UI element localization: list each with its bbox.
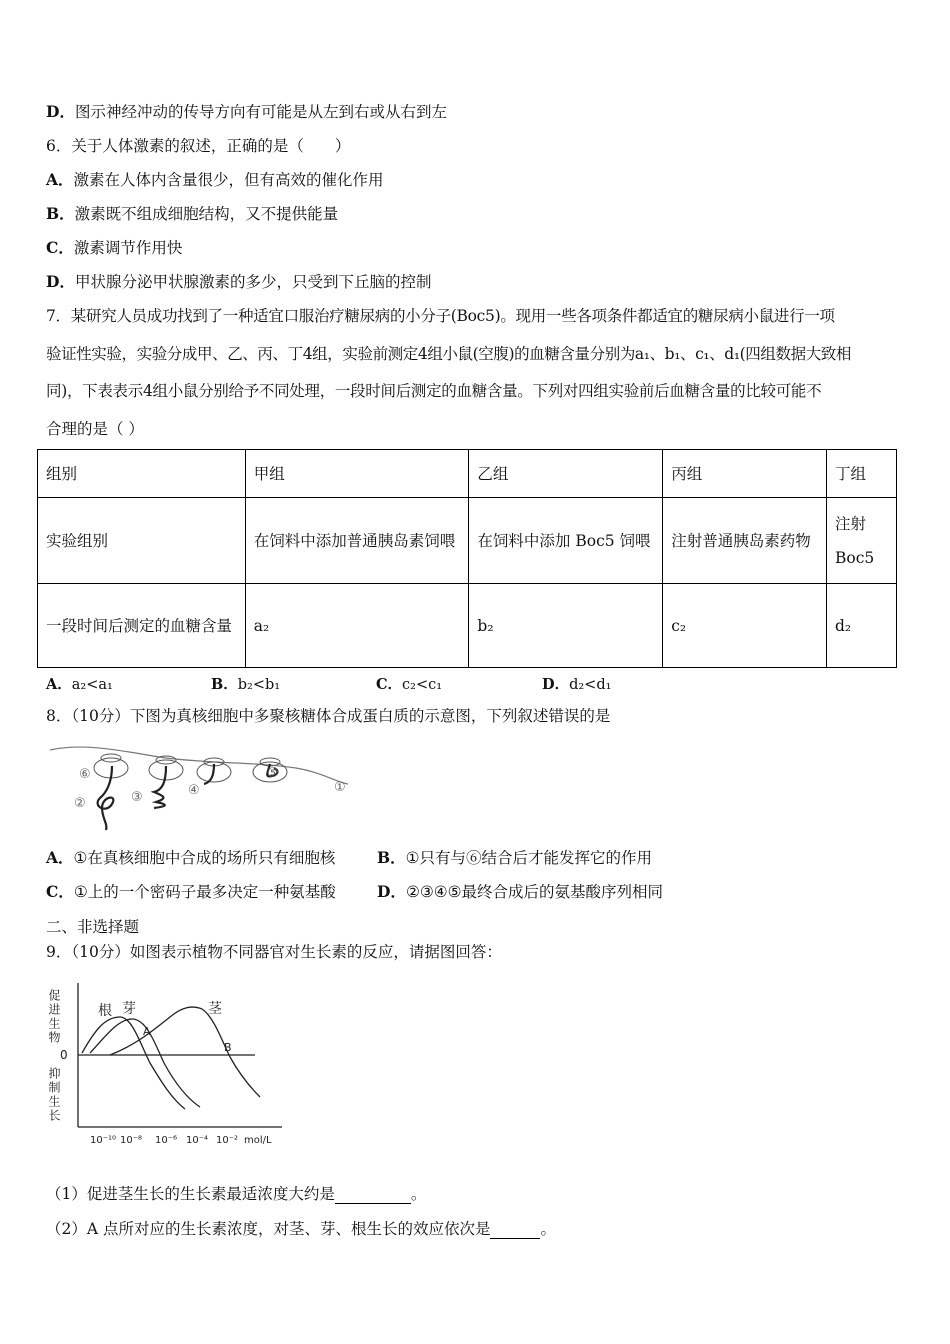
polysome-figure: [46, 738, 366, 830]
bud-label: 芽: [122, 1001, 136, 1017]
table-cell: 丁组: [827, 450, 897, 498]
y-axis-inhibit-label: 抑制生长: [47, 1067, 61, 1123]
table-cell: 在饲料中添加 Boc5 饲喂: [469, 498, 663, 584]
table-cell: a₂: [245, 584, 469, 668]
figure-label: ④: [188, 783, 200, 798]
table-cell: 乙组: [469, 450, 663, 498]
q6-option-d: D．甲状腺分泌甲状腺激素的多少，只受到下丘脑的控制: [46, 272, 432, 291]
q7-option-a: A．a₂<a₁: [46, 676, 113, 693]
table-cell: 丙组: [663, 450, 827, 498]
x-tick-label: 10⁻²: [216, 1135, 239, 1146]
q7-option-d: D．d₂<d₁: [542, 676, 612, 693]
q7-stem-line-3: 同)，下表表示4组小鼠分别给予不同处理，一段时间后测定的血糖含量。下列对四组实验前后血糖含量的比较可能不: [46, 382, 822, 400]
q7-option-b: B．b₂<b₁: [211, 676, 281, 693]
q5-option-d: D．图示神经冲动的传导方向有可能是从左到右或从右到左: [46, 102, 447, 121]
polypeptide-3: [154, 766, 166, 808]
q8-option-a: A．①在真核细胞中合成的场所只有细胞核: [46, 848, 336, 867]
q7-stem-line-2: 验证性实验，实验分成甲、乙、丙、丁4组，实验前测定4组小鼠(空腹)的血糖含量分别为a₁、b₁、c₁、d₁(四组数据大致相: [46, 345, 851, 363]
q8-option-c: C．①上的一个密码子最多决定一种氨基酸: [46, 882, 336, 901]
q9-sub-1: [46, 1184, 426, 1204]
point-b-label: B: [224, 1041, 232, 1054]
table-row: [38, 450, 897, 498]
x-tick-label: 10⁻⁴: [186, 1135, 209, 1146]
stem-label: 茎: [208, 1001, 222, 1017]
x-tick-label: 10⁻¹⁰: [90, 1135, 117, 1146]
figure-label: ③: [131, 790, 143, 805]
section-heading: 二、非选择题: [46, 918, 140, 936]
table-cell: 甲组: [245, 450, 469, 498]
q9-sub-1-text: （1）促进茎生长的生长素最适浓度大约是: [46, 1185, 335, 1203]
q8-option-b: B．①只有与⑥结合后才能发挥它的作用: [377, 848, 653, 867]
q7-stem-line-1: 7．某研究人员成功找到了一种适宜口服治疗糖尿病的小分子(Boc5)。现用一些各项条件都适宜的糖尿病小鼠进行一项: [46, 307, 835, 325]
q6-option-a: A．激素在人体内含量很少，但有高效的催化作用: [46, 170, 384, 189]
table-cell: 注射 Boc5: [827, 498, 897, 584]
answer-blank-1[interactable]: [335, 1203, 411, 1204]
auxin-response-figure: [47, 975, 290, 1150]
y-axis-promote-label: 促进生物: [47, 989, 61, 1045]
x-unit-label: mol/L: [244, 1135, 272, 1146]
table-cell: b₂: [469, 584, 663, 668]
q6-option-c: C．激素调节作用快: [46, 238, 183, 257]
table-cell: 在饲料中添加普通胰岛素饲喂: [245, 498, 469, 584]
table-cell: d₂: [827, 584, 897, 668]
root-label: 根: [98, 1003, 112, 1019]
q9-sub-2-end: 。: [540, 1220, 556, 1238]
q9-sub-2-text: （2）A 点所对应的生长素浓度，对茎、芽、根生长的效应依次是: [46, 1220, 491, 1238]
x-tick-label: 10⁻⁸: [120, 1135, 143, 1146]
figure-label: ①: [334, 780, 346, 795]
q9-stem: 9．（10分）如图表示植物不同器官对生长素的反应，请据图回答：: [46, 943, 502, 961]
stem-curve: [110, 1007, 260, 1097]
root-curve: [82, 1017, 185, 1109]
point-a-label: A: [143, 1025, 151, 1038]
q7-table: [37, 449, 897, 668]
table-row: [38, 584, 897, 668]
table-cell: 一段时间后测定的血糖含量: [38, 584, 246, 668]
figure-label: ⑤: [267, 766, 279, 781]
table-cell: c₂: [663, 584, 827, 668]
table-cell: 组别: [38, 450, 246, 498]
q8-option-d: D．②③④⑤最终合成后的氨基酸序列相同: [377, 882, 664, 901]
figure-label: ②: [74, 796, 86, 811]
q8-stem: 8．（10分）下图为真核细胞中多聚核糖体合成蛋白质的示意图，下列叙述错误的是: [46, 707, 611, 725]
table-row: [38, 498, 897, 584]
x-tick-label: 10⁻⁶: [155, 1135, 178, 1146]
q9-sub-1-end: 。: [410, 1185, 427, 1203]
q6-option-b: B．激素既不组成细胞结构，又不提供能量: [46, 204, 339, 223]
y-axis-zero-label: 0: [60, 1048, 68, 1062]
figure-label: ⑥: [79, 767, 91, 782]
q7-option-c: C．c₂<c₁: [376, 676, 443, 693]
answer-blank-2[interactable]: [490, 1238, 540, 1239]
q9-sub-2: [46, 1219, 556, 1239]
table-cell: 实验组别: [38, 498, 246, 584]
table-cell: 注射普通胰岛素药物: [663, 498, 827, 584]
q6-stem: 6．关于人体激素的叙述，正确的是（ ）: [46, 137, 351, 155]
q7-stem-line-4: 合理的是（ ）: [46, 420, 144, 438]
